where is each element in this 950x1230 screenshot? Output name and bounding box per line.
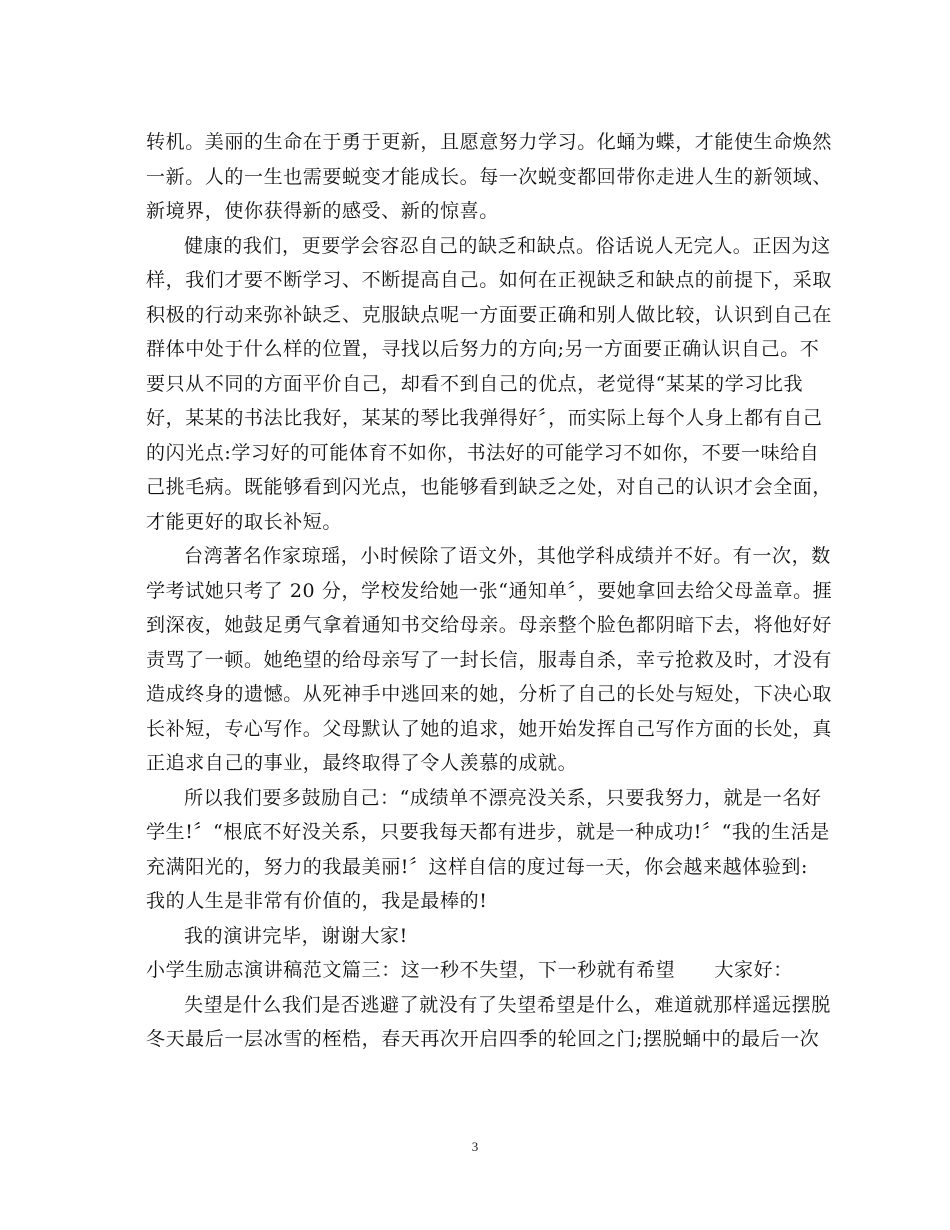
text-line: 造成终身的遗憾。从死神手中逃回来的她，分析了自己的长处与短处，下决心取 xyxy=(146,683,833,705)
text-line: 责骂了一顿。她绝望的给母亲写了一封长信，服毒自杀，幸亏抢救及时，才没有 xyxy=(146,648,833,671)
paragraph-first-line: 我的演讲完毕，谢谢大家! xyxy=(184,924,408,947)
paragraph-first-line: 健康的我们，更要学会容忍自己的缺乏和缺点。俗话说人无完人。正因为这 xyxy=(184,234,831,257)
text-line: 充满阳光的，努力的我最美丽!〞这样自信的度过每一天，你会越来越体验到: xyxy=(146,855,809,878)
text-line: 才能更好的取长补短。 xyxy=(146,510,343,533)
text-line: 学考试她只考了 20 分，学校发给她一张“通知单〞，要她拿回去给父母盖章。捱 xyxy=(146,579,833,602)
document-body xyxy=(146,125,833,1057)
text-line: 新境界，使你获得新的感受、新的惊喜。 xyxy=(146,200,499,222)
text-line: 到深夜，她鼓足勇气拿着通知书交给母亲。母亲整个脸色都阴暗下去，将他好好 xyxy=(146,614,833,636)
text-line: 积极的行动来弥补缺乏、克服缺点呢一方面要正确和别人做比较，认识到自己在 xyxy=(146,303,833,326)
text-line: 的闪光点:学习好的可能体育不如你，书法好的可能学习不如你，不要一味给自 xyxy=(146,441,820,464)
text-line: 样，我们才要不断学习、不断提高自己。如何在正视缺乏和缺点的前提下，采取 xyxy=(146,269,833,291)
paragraph-first-line: 失望是什么我们是否逃避了就没有了失望希望是什么，难道就那样遥远摆脱 xyxy=(184,993,831,1016)
text-line: 好，某某的书法比我好，某某的琴比我弹得好〞，而实际上每个人身上都有自己 xyxy=(146,407,823,429)
text-line: 己挑毛病。既能够看到闪光点，也能够看到缺乏之处，对自己的认识才会全面， xyxy=(146,476,833,498)
text-line: 群体中处于什么样的位置，寻找以后努力的方向;另一方面要正确认识自己。不 xyxy=(146,338,820,360)
text-line: 要只从不同的方面平价自己，却看不到自己的优点，老觉得“某某的学习比我 xyxy=(146,372,804,395)
text-line: 转机。美丽的生命在于勇于更新，且愿意努力学习。化蛹为蝶，才能使生命焕然 xyxy=(146,131,833,153)
text-line: 正追求自己的事业，最终取得了令人羡慕的成就。 xyxy=(146,752,578,774)
text-line: 我的人生是非常有价值的，我是最棒的! xyxy=(146,890,488,912)
paragraph-first-line: 台湾著名作家琼瑶，小时候除了语文外，其他学科成绩并不好。有一次，数 xyxy=(184,545,831,567)
text-line: 学生!〞“根底不好没关系，只要我每天都有进步，就是一种成功!〞“我的生活是 xyxy=(146,821,830,843)
text-line: 一新。人的一生也需要蜕变才能成长。每一次蜕变都回带你走进人生的新领域、 xyxy=(146,165,833,188)
text-line: 冬天最后一层冰雪的桎梏，春天再次开启四季的轮回之门;摆脱蛹中的最后一次 xyxy=(146,1028,820,1050)
text-line: 长补短，专心写作。父母默认了她的追求，她开始发挥自己写作方面的长处，真 xyxy=(146,717,833,740)
text-line: 小学生励志演讲稿范文篇三：这一秒不失望，下一秒就有希望 大家好： xyxy=(146,959,793,981)
page-number: 3 xyxy=(471,1139,479,1154)
paragraph-first-line: 所以我们要多鼓励自己：“成绩单不漂亮没关系，只要我努力，就是一名好 xyxy=(184,786,822,809)
